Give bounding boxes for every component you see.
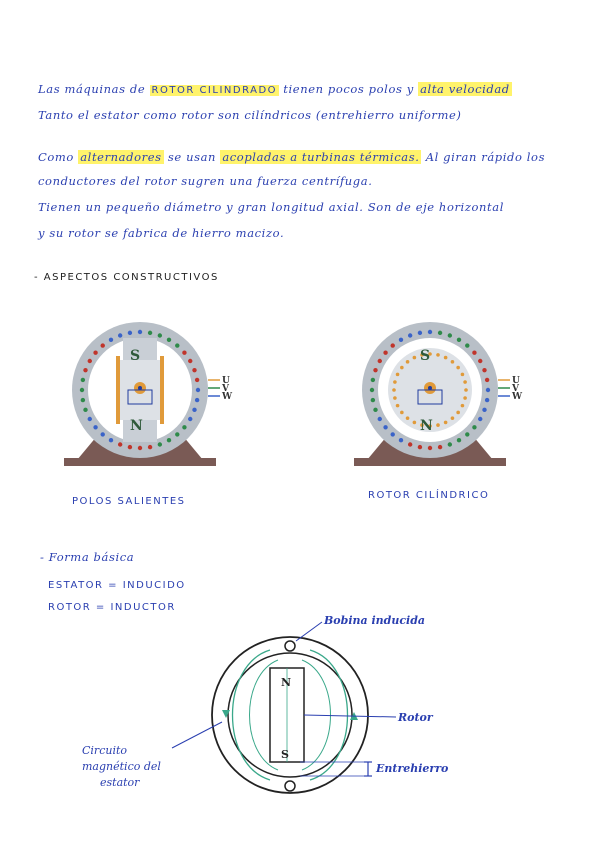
stator-slot-dot <box>472 351 476 355</box>
stator-slot-dot <box>93 351 97 355</box>
stator-slot-dot <box>438 445 442 449</box>
stator-slot-dot <box>167 438 171 442</box>
stator-slot-dot <box>83 408 87 412</box>
note-highlight-turbinas: acopladas a turbinas térmicas. <box>222 150 420 164</box>
rotor-pole-n: N <box>281 676 292 689</box>
stator-slot-dot <box>418 445 422 449</box>
estator-inducido: ESTATOR = INDUCIDO <box>48 580 186 591</box>
note-line-6: y su rotor se fabrica de hierro macizo. <box>38 226 285 240</box>
stator-slot-dot <box>188 359 192 363</box>
stator-slot-dot <box>373 408 377 412</box>
note-highlight-rotor-cilindrado: ROTOR CILINDRADO <box>151 85 278 96</box>
phase-w-left: W <box>222 392 233 402</box>
stator-slot-dot <box>393 380 397 384</box>
stator-slot-dot <box>371 378 375 382</box>
stator-slot-dot <box>182 425 186 429</box>
stator-slot-dot <box>482 368 486 372</box>
stator-slot-dot <box>93 425 97 429</box>
stator-slot-dot <box>396 373 400 377</box>
note-highlight-alternadores: alternadores <box>80 150 162 164</box>
stator-slot-dot <box>485 398 489 402</box>
stator-slot-dot <box>101 343 105 347</box>
stator-slot-dot <box>80 388 84 392</box>
stator-slot-dot <box>461 373 465 377</box>
label-circuito-3: estator <box>100 776 140 789</box>
basic-form-diagram <box>60 610 540 810</box>
note-line-3-pre: Como <box>38 150 74 164</box>
note-line-5: Tienen un pequeño diámetro y gran longitud axial. Son de eje horizontal <box>38 200 504 214</box>
phase-v-left: V <box>222 384 229 394</box>
label-bobina-inducida: Bobina inducida <box>324 614 426 627</box>
stator-slot-dot <box>196 388 200 392</box>
label-entrehierro: Entrehierro <box>376 762 449 775</box>
stator-slot-dot <box>451 416 455 420</box>
coil-top <box>285 641 295 651</box>
stator-slot-dot <box>192 368 196 372</box>
stator-slot-dot <box>83 368 87 372</box>
stator-slot-dot <box>463 380 467 384</box>
stator-slot-dot <box>465 343 469 347</box>
stator-slot-dot <box>444 356 448 360</box>
caption-polos-salientes: POLOS SALIENTES <box>72 496 186 507</box>
stator-slot-dot <box>406 416 410 420</box>
stator-slot-dot <box>118 442 122 446</box>
stator-slot-dot <box>461 404 465 408</box>
label-rotor: Rotor <box>398 711 433 724</box>
stator-slot-dot <box>478 417 482 421</box>
stator-slot-dot <box>81 398 85 402</box>
stator-slot-dot <box>457 338 461 342</box>
note-line-1-pre: Las máquinas de <box>38 82 146 96</box>
stator-slot-dot <box>418 331 422 335</box>
stator-slot-dot <box>438 331 442 335</box>
section-heading-aspectos: - ASPECTOS CONSTRUCTIVOS <box>34 272 219 283</box>
stator-slot-dot <box>428 330 432 334</box>
stator-slot-dot <box>482 408 486 412</box>
stator-slot-dot <box>478 359 482 363</box>
stator-slot-dot <box>391 432 395 436</box>
stator-slot-dot <box>370 388 374 392</box>
stator-slot-dot <box>148 331 152 335</box>
pole-n-right: N <box>420 418 433 434</box>
phase-v-right: V <box>512 384 519 394</box>
stator-slot-dot <box>391 343 395 347</box>
stator-slot-dot <box>128 445 132 449</box>
stator-slot-dot <box>472 425 476 429</box>
stator-slot-dot <box>109 338 113 342</box>
stator-slot-dot <box>81 378 85 382</box>
phase-u-left: U <box>222 376 230 386</box>
cylindrical-rotor-machine <box>340 318 523 468</box>
stator-slot-dot <box>465 432 469 436</box>
stator-slot-dot <box>167 338 171 342</box>
stator-slot-dot <box>399 338 403 342</box>
stator-slot-dot <box>436 423 440 427</box>
stator-slot-dot <box>373 368 377 372</box>
phase-w-right: W <box>512 392 523 402</box>
stator-slot-dot <box>457 438 461 442</box>
caption-rotor-cilindrico: ROTOR CILÍNDRICO <box>368 490 490 501</box>
stator-slot-dot <box>195 398 199 402</box>
stator-slot-dot <box>456 366 460 370</box>
stator-slot-dot <box>101 432 105 436</box>
stator-slot-dot <box>448 442 452 446</box>
stator-slot-dot <box>148 445 152 449</box>
stator-slot-dot <box>463 396 467 400</box>
stator-slot-dot <box>408 333 412 337</box>
stator-slot-dot <box>413 356 417 360</box>
note-line-1 <box>38 82 512 96</box>
stator-slot-dot <box>400 366 404 370</box>
stator-slot-dot <box>192 408 196 412</box>
stator-slot-dot <box>436 353 440 357</box>
stator-slot-dot <box>456 411 460 415</box>
stator-slot-dot <box>138 330 142 334</box>
stator-slot-dot <box>428 446 432 450</box>
stator-slot-dot <box>413 421 417 425</box>
stator-slot-dot <box>88 417 92 421</box>
stator-slot-dot <box>109 438 113 442</box>
stator-slot-dot <box>378 417 382 421</box>
stator-slot-dot <box>396 404 400 408</box>
stator-slot-dot <box>406 360 410 364</box>
note-line-3-post: Al giran rápido los <box>425 150 546 164</box>
stator-slot-dot <box>464 388 468 392</box>
stator-slot-dot <box>408 442 412 446</box>
label-circuito-2: magnético del <box>82 760 161 773</box>
note-line-3 <box>38 150 545 164</box>
stator-slot-dot <box>118 333 122 337</box>
stator-slot-dot <box>383 425 387 429</box>
pole-n-left: N <box>130 418 143 434</box>
stator-slot-dot <box>188 417 192 421</box>
stator-slot-dot <box>371 398 375 402</box>
stator-slot-dot <box>448 333 452 337</box>
note-line-2: Tanto el estator como rotor son cilíndricos (entrehierro uniforme) <box>38 108 462 122</box>
phase-u-right: U <box>512 376 520 386</box>
stator-slot-dot <box>138 446 142 450</box>
stator-slot-dot <box>399 438 403 442</box>
stator-slot-dot <box>378 359 382 363</box>
rotor-inductor: ROTOR = INDUCTOR <box>48 602 176 613</box>
stator-slot-dot <box>128 331 132 335</box>
stator-slot-dot <box>182 351 186 355</box>
stator-slot-dot <box>486 388 490 392</box>
stator-slot-dot <box>158 333 162 337</box>
stator-slot-dot <box>383 351 387 355</box>
stator-slot-dot <box>175 343 179 347</box>
coil-bottom <box>285 781 295 791</box>
label-circuito-1: Circuito <box>82 744 127 757</box>
note-line-4: conductores del rotor sugren una fuerza centrífuga. <box>38 174 373 188</box>
stator-slot-dot <box>88 359 92 363</box>
stator-slot-dot <box>400 411 404 415</box>
note-highlight-alta-velocidad: alta velocidad <box>420 82 510 96</box>
stator-slot-dot <box>485 378 489 382</box>
pole-s-right: S <box>420 348 431 364</box>
salient-pole-machine <box>50 318 233 468</box>
note-line-3-mid: se usan <box>167 150 217 164</box>
stator-slot-dot <box>444 421 448 425</box>
rotor-pole-s: S <box>281 748 289 761</box>
section-heading-forma-basica: - Forma básica <box>40 550 135 564</box>
stator-slot-dot <box>195 378 199 382</box>
stator-slot-dot <box>175 432 179 436</box>
note-line-1-mid: tienen pocos polos y <box>283 82 414 96</box>
pole-s-left: S <box>130 348 141 364</box>
stator-slot-dot <box>393 396 397 400</box>
stator-slot-dot <box>392 388 396 392</box>
stator-slot-dot <box>158 442 162 446</box>
stator-slot-dot <box>451 360 455 364</box>
